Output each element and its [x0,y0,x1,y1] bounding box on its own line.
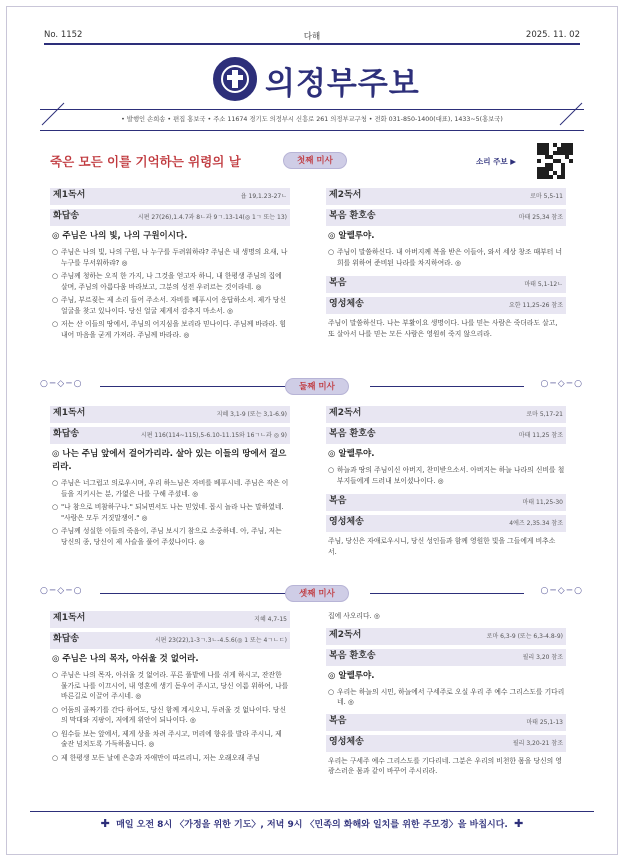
acclamation-verse: ○ 하늘과 땅의 주님이신 아버지, 찬미받으소서. 아버지는 하늘 나라의 신비를 철부지들에게 드러내 보이셨나이다. ◎ [328,466,565,485]
issue-date: 2025. 11. 02 [525,30,580,40]
divider-ornament-left: ○─◇─○ [40,586,84,596]
footer-prayer-notice [30,811,594,837]
alleluia: ◎ 알렐루야. [328,231,375,241]
psalm-verse: ○ 제 한평생 모든 날에 은총과 자애만이 따르리니, 저는 오래오래 주님 [52,753,260,762]
psalm-bar: 화답송 시편 116(114~115),5-6.10-11.15와 16ㄱㄴ과 ◎ 9) [50,427,290,444]
gospel-bar: 복음 마태 11,25-30 [326,494,566,511]
psalm-response: ◎ 나는 주님 앞에서 걸어가리라. 살아 있는 이들의 땅에서 걸으리라. [52,449,287,473]
reading2-bar: 제2독서 로마 6,3-9 (또는 6,3-4.8-9) [326,628,566,645]
diocese-seal-icon [213,57,257,101]
communion-bar: 영성체송 4에즈 2,35.34 참조 [326,515,566,532]
reading2-bar: 제2독서 로마 5,17-21 [326,406,566,423]
divider-line [370,593,524,594]
psalm-verse: ○ 주님께 성실한 이들의 죽음이, 주님 보시기 참으로 소중하네. 아, 주님, 저는 당신의 종, 당신이 제 사슬을 풀어 주셨나이다. ◎ [52,527,282,546]
gospel-bar: 복음 마태 25,1-13 [326,714,566,731]
masthead [0,56,624,102]
qr-code-icon[interactable] [537,143,573,179]
gospel-acclamation-bar: 복음 환호송 필리 3,20 참조 [326,649,566,666]
psalm-verse: ○ 주님은 나의 빛, 나의 구원, 나 누구를 두려워하랴? 주님은 내 생명의 요새, 나 누구를 무서워하랴? ◎ [52,248,288,267]
mass2-right-column [326,406,566,560]
reading1-bar: 제1독서 지혜 4,7-15 [50,611,290,628]
reading1-bar: 제1독서 욥 19,1.23-27ㄴ [50,188,290,205]
communion-text: 우리는 구세주 예수 그리스도를 기다리네. 그분은 우리의 비천한 몸을 당신의 영광스러운 몸과 같이 바꾸어 주시리라. [328,756,562,776]
mass3-right-column [326,611,566,780]
reading2-bar: 제2독서 로마 5,5-11 [326,188,566,205]
liturgical-year: 다해 [303,32,321,42]
divider-line [100,593,294,594]
divider-line [100,386,294,387]
psalm-response: ◎ 주님은 나의 목자, 아쉬울 것 없어라. [52,654,199,664]
mass3-left-column [50,611,290,767]
communion-bar: 영성체송 필리 3,20-21 참조 [326,735,566,752]
gospel-acclamation-bar: 복음 환호송 마태 11,25 참조 [326,427,566,444]
divider-ornament-left: ○─◇─○ [40,379,84,389]
psalm-verse: ○ 저는 산 이들의 땅에서, 주님의 어지심을 보리라 믿나이다. 주님께 바라라. 힘내어 마음을 굳게 가져라. 주님께 바라라. ◎ [52,320,287,339]
issue-bar [44,29,580,45]
reading1-bar: 제1독서 지혜 3,1-9 (또는 3,1-6.9) [50,406,290,423]
communion-text: 주님이 말씀하신다. 나는 부활이요 생명이다. 나를 믿는 사람은 죽더라도 살고, 또 살아서 나를 믿는 모든 사람은 영원히 죽지 않으리라. [328,319,558,338]
psalm-verse: ○ 주님께 청하는 오직 한 가지, 나 그것을 얻고자 하니, 내 한평생 주님의 집에 살며, 주님의 아름다움 바라보고, 그분의 성전 우러르는 것이라네. ◎ [52,272,282,291]
psalm-response: ◎ 주님은 나의 빛, 나의 구원이시다. [52,231,188,241]
acclamation-verse: ○ 주님이 말씀하신다. 내 아버지께 복을 받은 이들아, 와서 세상 창조 때부터 너희를 위하여 준비된 나라를 차지하여라. ◎ [328,248,563,267]
cross-icon: ✚ [514,817,524,830]
continued-text: 집에 사오리다. ◎ [328,612,380,620]
communion-bar: 영성체송 요한 11,25-26 참조 [326,297,566,314]
issue-number: No. 1152 [44,30,83,40]
communion-text: 주님, 당신은 자애로우시니, 당신 성인들과 함께 영원한 빛을 그들에게 비추소서. [328,537,556,556]
psalm-verse: ○ "나 참으로 비참하구나." 되뇌면서도 나는 믿었네. 몹시 놀라 나는 말하였네. "사람은 모두 거짓말쟁이." ◎ [52,503,284,522]
divider-ornament-right: ○─◇─○ [540,379,584,389]
alleluia: ◎ 알렐루야. [328,670,375,681]
publication-info: • 발행인 손희송 • 편집 홍보국 • 주소 11674 경기도 의정부시 신흥로 261 의정부교구청 • 전화 031-850-1400(대표), 1433~5(홍보국) [40,109,584,131]
mass-pill-1: 첫째 미사 [283,152,347,169]
footer-text: 매일 오전 8시 〈가정을 위한 기도〉, 저녁 9시 〈민족의 화해와 일치를 위한 주모경〉을 바칩시다. [116,820,508,830]
audio-bulletin-link[interactable]: 소리 주보 ▶ [476,157,516,166]
divider-line [370,386,524,387]
bulletin-title: 의정부주보 [265,66,420,102]
mass-pill-2: 둘째 미사 [285,378,349,395]
cross-icon: ✚ [100,817,110,830]
acclamation-verse: ○ 우리는 하늘의 시민, 하늘에서 구세주로 오실 우리 주 예수 그리스도를 기다리네. ◎ [328,687,565,707]
mass2-left-column [50,406,290,551]
psalm-verse: ○ 원수들 보는 앞에서, 제게 상을 차려 주시고, 머리에 향유를 발라 주시니, 제 술잔 넘치도록 가득하옵니다. ◎ [52,729,282,749]
psalm-verse: ○ 주님, 부르짖는 제 소리 들어 주소서. 자비를 베푸시어 응답하소서. 제가 당신 얼굴을 찾고 있나이다. 당신 얼굴 제게서 감추지 마소서. ◎ [52,296,287,315]
psalm-bar: 화답송 시편 23(22),1-3ㄱ.3ㄴ-4.5.6(◎ 1 또는 4ㄱㄴㄷ) [50,632,290,649]
mass1-right-column [326,188,566,342]
mass-pill-3: 셋째 미사 [285,585,349,602]
psalm-bar: 화답송 시편 27(26),1.4.7과 8ㄴ과 9ㄱ.13-14(◎ 1ㄱ 또는 13) [50,209,290,226]
gospel-acclamation-bar: 복음 환호송 마태 25,34 참조 [326,209,566,226]
psalm-verse: ○ 주님은 너그럽고 의로우시며, 우리 하느님은 자비를 베푸시네. 주님은 작은 이들을 지키시는 분, 가엾은 나를 구해 주셨네. ◎ [52,479,289,498]
headline: 죽은 모든 이를 기억하는 위령의 날 [50,154,241,169]
psalm-verse: ○ 어둠의 골짜기를 간다 하여도, 당신 함께 계시오니, 두려울 것 없나이다. 당신의 막대와 지팡이, 저에게 위안이 되나이다. ◎ [52,705,287,725]
gospel-bar: 복음 마태 5,1-12ㄴ [326,276,566,293]
divider-ornament-right: ○─◇─○ [540,586,584,596]
alleluia: ◎ 알렐루야. [328,449,375,459]
psalm-verse: ○ 주님은 나의 목자, 아쉬울 것 없어라. 푸른 풀밭에 나를 쉬게 하시고, 잔잔한 물가로 나를 이끄시어, 내 영혼에 생기 돋우어 주시고, 당신 이름 위하여, 나를 바른길로 이끌어 주시네. ◎ [52,671,289,701]
mass1-left-column [50,188,290,343]
